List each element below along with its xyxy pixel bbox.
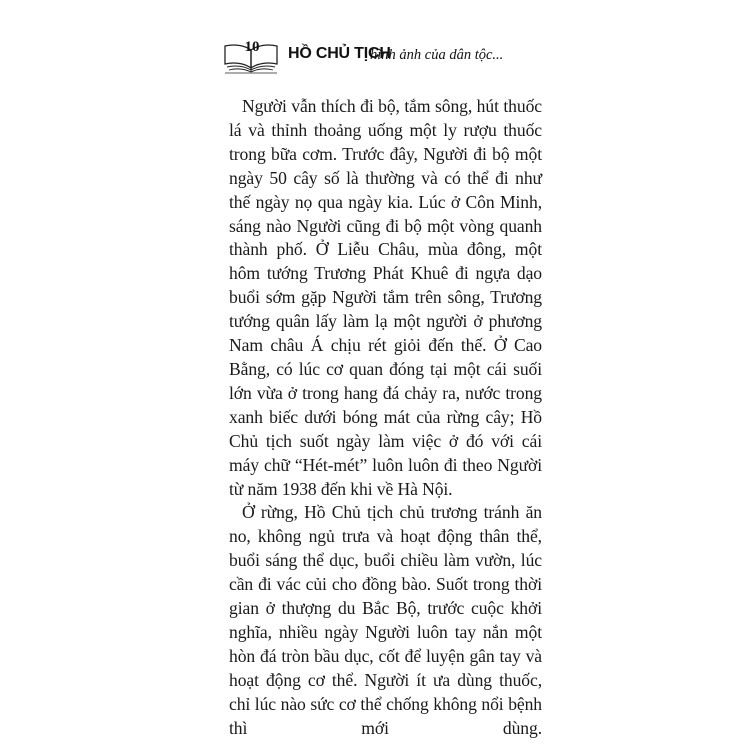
page-number: 10: [244, 39, 260, 55]
page-body: [229, 95, 542, 740]
paragraph: Người vẫn thích đi bộ, tắm sông, hút thuốc lá và thỉnh thoảng uống một ly rượu thuốc trong bữa cơm. Trước đây, Người đi bộ một ngày 50 cây số là thường và có thể đi như thế ngày nọ qua ngày kia. Lúc ở Côn Minh, sáng nào Người cũng đi bộ một vòng quanh thành phố. Ở Liễu Châu, mùa đông, một hôm tướng Trương Phát Khuê đi ngựa dạo buổi sớm gặp Người tắm trên sông, Trương tướng quân lấy làm lạ một người ở phương Nam châu Á chịu rét giỏi đến thế. Ở Cao Bằng, có lúc cơ quan đóng tại một cái suối lớn vừa ở trong hang đá chảy ra, nước trong xanh biếc dưới bóng mát của rừng cây; Hồ Chủ tịch suốt ngày làm việc ở đó với cái máy chữ “Hét-mét” luôn luôn đi theo Người từ năm 1938 đến khi về Hà Nội.: [229, 96, 542, 499]
paragraph: Ở rừng, Hồ Chủ tịch chủ trương tránh ăn no, không ngủ trưa và hoạt động thân thể, buổi sáng thể dục, buổi chiều làm vườn, lúc cần đi vác củi cho đồng bào. Suốt trong thời gian ở thượng du Bắc Bộ, trước cuộc khởi nghĩa, nhiều ngày Người luôn tay nắn một hòn đá tròn bầu dục, cốt để luyện gân tay và hoạt động cơ thể. Người ít ưa dùng thuốc, chỉ lúc nào sức cơ thể chống không nổi bệnh thì mới dùng.: [229, 502, 542, 738]
running-subtitle: hình ảnh của dân tộc...: [370, 47, 504, 63]
running-title: HỒ CHỦ TỊCH: [288, 45, 391, 62]
page-header: [222, 36, 552, 76]
